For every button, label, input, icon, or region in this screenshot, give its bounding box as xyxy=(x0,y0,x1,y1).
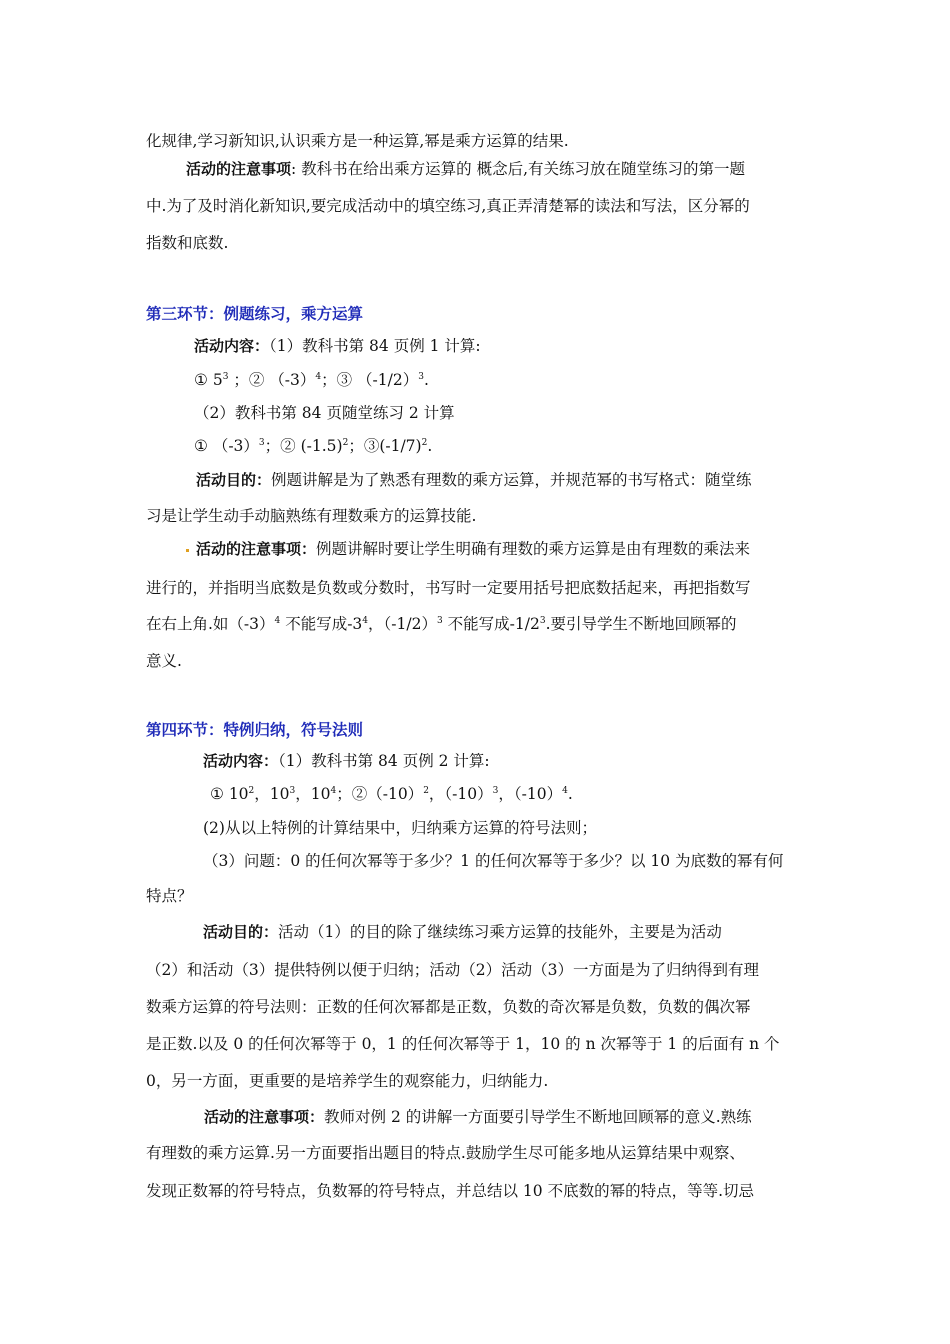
note-label: 活动的注意事项 xyxy=(186,160,292,178)
exponent: 4 xyxy=(362,616,369,626)
expr: ；③ （-1/2） xyxy=(321,371,419,389)
paragraph-line: 进行的，并指明当底数是负数或分数时，书写时一定要用括号把底数括起来，再把指数写 xyxy=(146,579,751,597)
paragraph-line: 0，另一方面，更重要的是培养学生的观察能力，归纳能力. xyxy=(146,1072,549,1090)
expr: . xyxy=(567,785,573,803)
exponent: 2 xyxy=(342,438,349,448)
expr: . xyxy=(427,437,433,455)
section-heading-4: 第四环节：特例归纳，符号法则 xyxy=(146,721,364,739)
exponent: 2 xyxy=(248,786,255,796)
note-text: 例题讲解时要让学生明确有理数的乘方运算是由有理数的乘法来 xyxy=(316,540,751,558)
expr: ，（-10） xyxy=(428,785,493,803)
expr: ① （-3） xyxy=(194,437,259,455)
paragraph-line xyxy=(203,922,722,942)
expr: ① 5 xyxy=(194,371,223,389)
content-text: （1）教科书第 84 页例 2 计算: xyxy=(278,752,490,770)
content-label: 活动内容： xyxy=(194,337,270,355)
exponent: 4 xyxy=(562,786,568,796)
paragraph-line: （3）问题：0 的任何次幂等于多少？1 的任何次幂等于多少？以 10 为底数的幂有何 xyxy=(203,852,784,870)
paragraph-line: （2）和活动（3）提供特例以便于归纳；活动（2）活动（3）一方面是为了归纳得到有理 xyxy=(146,961,759,979)
paragraph-line xyxy=(194,336,481,356)
text: .要引导学生不断地回顾幂的 xyxy=(545,615,737,633)
paragraph-line xyxy=(204,1107,752,1127)
note-text: : 教科书在给出乘方运算的 概念后,有关练习放在随堂练习的第一题 xyxy=(291,160,746,178)
paragraph-line: 化规律,学习新知识,认识乘方是一种运算,幂是乘方运算的结果. xyxy=(146,132,569,150)
exponent: 3 xyxy=(436,616,443,626)
text: ，（-1/2） xyxy=(368,615,437,633)
paragraph-line xyxy=(196,539,750,559)
paragraph-line: （2）教科书第 84 页随堂练习 2 计算 xyxy=(194,404,455,422)
exponent: 3 xyxy=(222,372,229,382)
paragraph-line: 有理数的乘方运算.另一方面要指出题目的特点.鼓励学生尽可能多地从运算结果中观察、 xyxy=(146,1144,745,1162)
expr: ，10 xyxy=(254,785,290,803)
paragraph-line xyxy=(146,614,737,634)
expr: ；② (-1.5) xyxy=(264,437,343,455)
exponent: 3 xyxy=(418,372,424,382)
expr: ① 10 xyxy=(210,785,249,803)
exponent: 3 xyxy=(289,786,296,796)
exponent: 4 xyxy=(274,616,281,626)
paragraph-line: 指数和底数. xyxy=(146,234,229,252)
paragraph-line: 数乘方运算的符号法则：正数的任何次幂都是正数，负数的奇次幂是负数，负数的偶次幂 xyxy=(146,998,751,1016)
note-label: 活动的注意事项： xyxy=(196,540,317,558)
formula-line xyxy=(210,784,573,804)
paragraph-line: 中.为了及时消化新知识,要完成活动中的填空练习,真正弄清楚幂的读法和写法，区分幂的 xyxy=(146,197,750,215)
marker-dot xyxy=(186,549,189,552)
exponent: 3 xyxy=(492,786,499,796)
content-text: （1）教科书第 84 页例 1 计算: xyxy=(269,337,481,355)
exponent: 2 xyxy=(423,786,429,796)
exponent: 3 xyxy=(258,438,265,448)
note-label: 活动的注意事项： xyxy=(204,1108,325,1126)
exponent: 2 xyxy=(421,438,428,448)
text: 在右上角.如（-3） xyxy=(146,615,275,633)
goal-text: 例题讲解是为了熟悉有理数的乘方运算，并规范幂的书写格式：随堂练 xyxy=(271,471,752,489)
paragraph-line xyxy=(186,159,745,179)
expr: . xyxy=(423,371,429,389)
paragraph-line xyxy=(196,470,752,490)
exponent: 4 xyxy=(315,372,322,382)
expr: ；②（-10） xyxy=(336,785,424,803)
text: 不能写成-3 xyxy=(280,615,363,633)
section-heading-3: 第三环节：例题练习，乘方运算 xyxy=(146,305,364,323)
paragraph-line: 是正数.以及 0 的任何次幂等于 0，1 的任何次幂等于 1，10 的 n 次幂等于 1 的后面有 n 个 xyxy=(146,1035,780,1053)
text: 不能写成-1/2 xyxy=(442,615,540,633)
formula-line xyxy=(194,436,432,456)
goal-label: 活动目的： xyxy=(196,471,272,489)
paragraph-line: 发现正数幂的符号特点，负数幂的符号特点，并总结以 10 不底数的幂的特点，等等.切忌 xyxy=(146,1182,755,1200)
expr: ；③(-1/7) xyxy=(348,437,422,455)
exponent: 4 xyxy=(330,786,337,796)
content-label: 活动内容： xyxy=(203,752,279,770)
goal-label: 活动目的： xyxy=(203,923,279,941)
note-text: 教师对例 2 的讲解一方面要引导学生不断地回顾幂的意义.熟练 xyxy=(324,1108,752,1126)
expr: ，10 xyxy=(295,785,331,803)
exponent: 3 xyxy=(539,616,546,626)
paragraph-line: 意义. xyxy=(146,652,182,670)
paragraph-line: (2)从以上特例的计算结果中，归纳乘方运算的符号法则； xyxy=(203,819,597,837)
paragraph-line xyxy=(203,751,490,771)
expr: ；② （-3） xyxy=(228,371,316,389)
goal-text: 活动（1）的目的除了继续练习乘方运算的技能外，主要是为活动 xyxy=(278,923,722,941)
expr: ，（-10） xyxy=(498,785,563,803)
paragraph-line: 习是让学生动手动脑熟练有理数乘方的运算技能. xyxy=(146,507,477,525)
paragraph-line: 特点？ xyxy=(146,887,193,905)
formula-line xyxy=(194,370,429,390)
